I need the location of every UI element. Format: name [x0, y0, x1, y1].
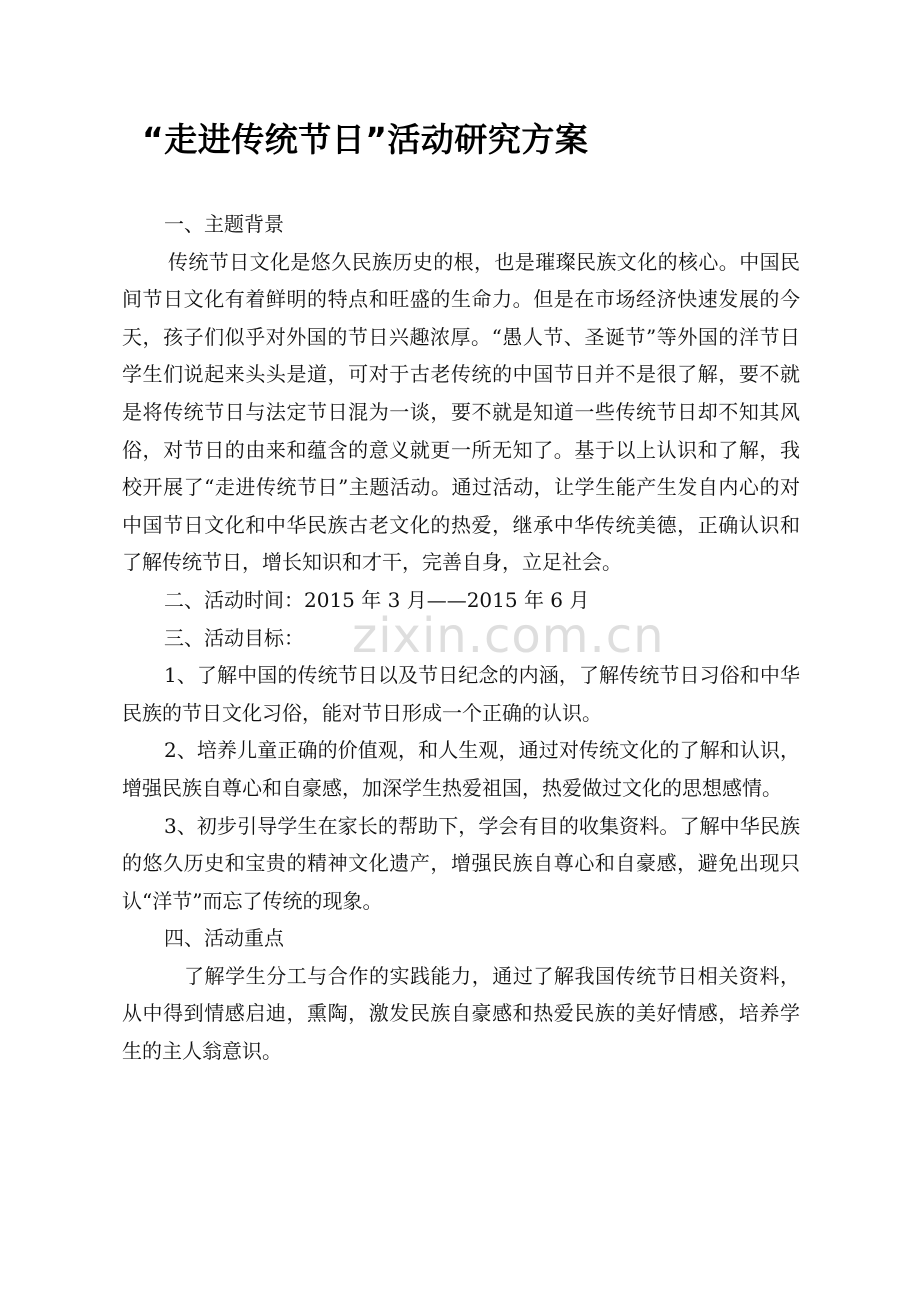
section-heading-focus: 四、活动重点: [164, 926, 284, 951]
document-body: [122, 206, 800, 1071]
goal-item-2: 2、培养儿童正确的价值观，和人生观，通过对传统文化的了解和认识，增强民族自尊心和自豪感，加深学生热爱祖国，热爱做过文化的思想感情。: [122, 738, 800, 800]
watermark: zixin.com.cn: [352, 608, 665, 664]
section-heading-background: 一、主题背景: [164, 212, 284, 236]
goal-item-1: 1、了解中国的传统节日以及节日纪念的内涵，了解传统节日习俗和中华民族的节日文化习俗，能对节日形成一个正确的认识。: [122, 663, 800, 725]
activity-time-line: 二、活动时间：2015 年 3 月——2015 年 6 月: [164, 587, 590, 612]
background-paragraph: 传统节日文化是悠久民族历史的根，也是璀璨民族文化的核心。中国民间节日文化有着鲜明的特点和旺盛的生命力。但是在市场经济快速发展的今天，孩子们似乎对外国的节日兴趣浓厚。“愚人节、圣诞节”等外国的洋节日学生们说起来头头是道，可对于古老传统的中国节日并不是很了解，要不就是将传统节日与法定节日混为一谈，要不就是知道一些传统节日却不知其风俗，对节日的由来和蕴含的意义就更一所无知了。基于以上认识和了解，我校开展了“走进传统节日”主题活动。通过活动，让学生能产生发自内心的对中国节日文化和中华民族古老文化的热爱，继承中华传统美德，正确认识和了解传统节日，增长知识和才干，完善自身，立足社会。: [122, 249, 800, 575]
focus-paragraph: 了解学生分工与合作的实践能力，通过了解我国传统节日相关资料，从中得到情感启迪，熏陶，激发民族自豪感和热爱民族的美好情感，培养学生的主人翁意识。: [122, 963, 800, 1064]
section-heading-goals: 三、活动目标：: [164, 625, 304, 650]
document-title: “走进传统节日”活动研究方案: [142, 120, 589, 159]
goal-item-3: 3、初步引导学生在家长的帮助下，学会有目的收集资料。了解中华民族的悠久历史和宝贵的精神文化遗产，增强民族自尊心和自豪感，避免出现只认“洋节”而忘了传统的现象。: [122, 813, 800, 913]
